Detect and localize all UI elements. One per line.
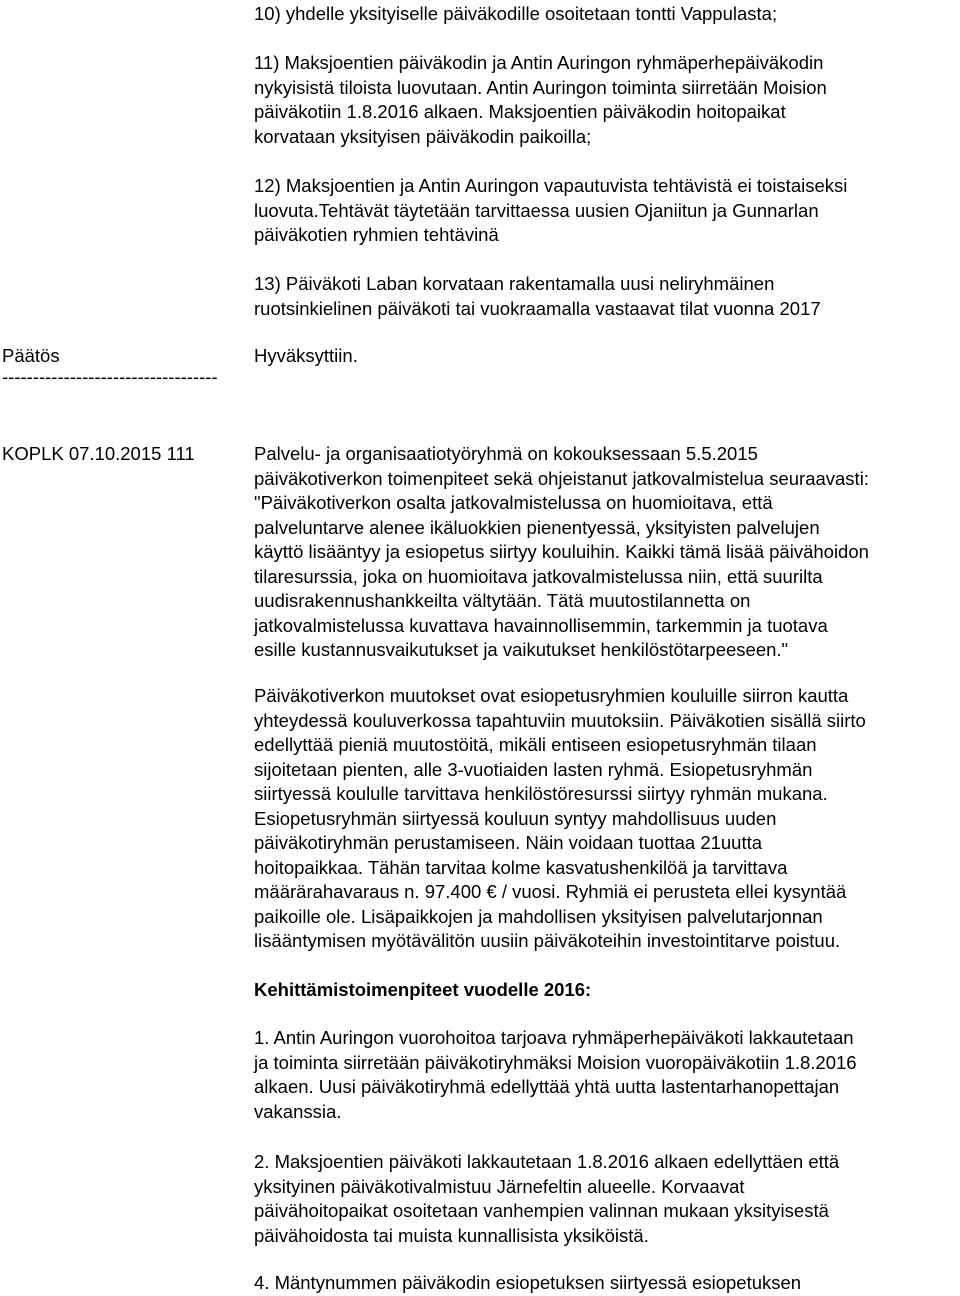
paragraph-line: "Päiväkotiverkon osalta jatkovalmistelussa on huomioitava, että <box>254 492 773 513</box>
item-12 <box>254 174 960 248</box>
item-11 <box>254 51 960 149</box>
paragraph-line: Esiopetusryhmän siirtyessä kouluun syntyy mahdollisuus uuden <box>254 807 777 829</box>
measure-line: yksityinen päiväkotivalmistuu Järnefeltin alueelle. Korvaavat <box>254 1175 745 1197</box>
paragraph-line: päiväkotiryhmän perustamiseen. Näin voidaan tuottaa 21uutta <box>254 832 763 853</box>
item-10-line: 10) yhdelle yksityiselle päiväkodille osoitetaan tontti Vappulasta; <box>254 3 778 24</box>
paragraph-line: Palvelu- ja organisaatiotyöryhmä on kokouksessaan 5.5.2015 <box>254 443 758 464</box>
decision-label: Päätös <box>2 345 60 366</box>
measure-4 <box>254 1271 960 1296</box>
item-13 <box>254 272 960 321</box>
paragraph-line: sijoitetaan pienten, alle 3-vuotiaiden lasten ryhmä. Esiopetusryhmän <box>254 758 813 780</box>
item-11-line: korvataan yksityisen päiväkodin paikoilla; <box>254 125 592 147</box>
paragraph-line: tilaresurssia, joka on huomioitava jatkovalmistelussa niin, että suurilta <box>254 565 823 587</box>
paragraph-line: jatkovalmistelussa kuvattava havainnollisemmin, tarkemmin ja tuotava <box>254 614 828 636</box>
paragraph-line: siirtyessä koululle tarvittava henkilöstöresurssi siirtyy ryhmän mukana. <box>254 783 828 804</box>
item-11-line: päiväkotiin 1.8.2016 alkaen. Maksjoentien päiväkodin hoitopaikat <box>254 101 786 122</box>
measure-line: ja toiminta siirretään päiväkotiryhmäksi Moision vuoropäiväkotiin 1.8.2016 <box>254 1051 857 1073</box>
item-11-line: 11) Maksjoentien päiväkodin ja Antin Auringon ryhmäperhepäiväkodin <box>254 52 824 73</box>
item-12-line: 12) Maksjoentien ja Antin Auringon vapautuvista tehtävistä ei toistaiseksi <box>254 175 848 196</box>
paragraph-line: esille kustannusvaikutukset ja vaikutukset henkilöstötarpeeseen." <box>254 639 789 660</box>
paragraph-network-changes <box>254 684 960 954</box>
paragraph-line: Päiväkotiverkon muutokset ovat esiopetusryhmien kouluille siirron kautta <box>254 685 849 706</box>
paragraph-line: lisääntymisen myötävälitön uusiin päiväkoteihin investointitarve poistuu. <box>254 930 841 951</box>
item-12-line: päiväkotien ryhmien tehtävinä <box>254 224 499 245</box>
decision-separator: ----------------------------------- <box>2 366 218 387</box>
paragraph-line: hoitopaikkaa. Tähän tarvitaa kolme kasvatushenkilöä ja tarvittava <box>254 856 788 878</box>
measure-line: 4. Mäntynummen päiväkodin esiopetuksen siirtyessä esiopetuksen <box>254 1272 802 1293</box>
item-12-line: luovuta.Tehtävät täytetään tarvittaessa uusien Ojaniitun ja Gunnarlan <box>254 199 819 221</box>
measure-2 <box>254 1150 960 1248</box>
measure-line: 2. Maksjoentien päiväkoti lakkautetaan 1.8.2016 alkaen edellyttäen että <box>254 1151 840 1172</box>
measure-line: alkaen. Uusi päiväkotiryhmä edellyttää yhtä uutta lastentarhanopettajan <box>254 1076 840 1097</box>
measure-line: vakanssia. <box>254 1100 342 1122</box>
decision-value: Hyväksyttiin. <box>254 345 358 366</box>
measure-line: päivähoitopaikat osoitetaan vanhempien valinnan mukaan yksityisestä <box>254 1200 829 1221</box>
paragraph-line: päiväkotiverkon toimenpiteet sekä ohjeistanut jatkovalmistelua seuraavasti: <box>254 467 869 489</box>
item-13-line: 13) Päiväkoti Laban korvataan rakentamalla uusi neliryhmäinen <box>254 273 775 294</box>
item-10 <box>254 2 960 27</box>
paragraph-line: yhteydessä kouluverkossa tapahtuviin muutoksiin. Päiväkotien sisällä siirto <box>254 709 866 731</box>
paragraph-line: määrärahavaraus n. 97.400 € / vuosi. Ryhmiä ei perusteta ellei kysyntää <box>254 881 847 902</box>
measure-line: päivähoidosta tai muista kunnallisista yksiköistä. <box>254 1224 649 1246</box>
measure-1 <box>254 1026 960 1124</box>
section-heading: Kehittämistoimenpiteet vuodelle 2016: <box>254 979 592 1000</box>
measure-line: 1. Antin Auringon vuorohoitoa tarjoava ryhmäperhepäiväkoti lakkautetaan <box>254 1027 854 1048</box>
paragraph-line: palveluntarve alenee ikäluokkien pienentyessä, yksityisten palvelujen <box>254 516 820 538</box>
paragraph-line: käyttö lisääntyy ja esiopetus siirtyy kouluihin. Kaikki tämä lisää päivähoidon <box>254 541 869 562</box>
item-11-line: nykyisistä tiloista luovutaan. Antin Auringon toiminta siirretään Moision <box>254 76 827 98</box>
meeting-reference: KOPLK 07.10.2015 111 <box>2 443 195 464</box>
paragraph-line: edellyttää pieniä muutostöitä, mikäli entiseen esiopetusryhmän tilaan <box>254 734 817 755</box>
paragraph-line: paikoille ole. Lisäpaikkojen ja mahdollisen yksityisen palvelutarjonnan <box>254 905 823 927</box>
paragraph-working-group <box>254 442 960 663</box>
item-13-line: ruotsinkielinen päiväkoti tai vuokraamalla vastaavat tilat vuonna 2017 <box>254 297 821 319</box>
paragraph-line: uudisrakennushankkeilta vältytään. Tätä muutostilannetta on <box>254 590 751 611</box>
